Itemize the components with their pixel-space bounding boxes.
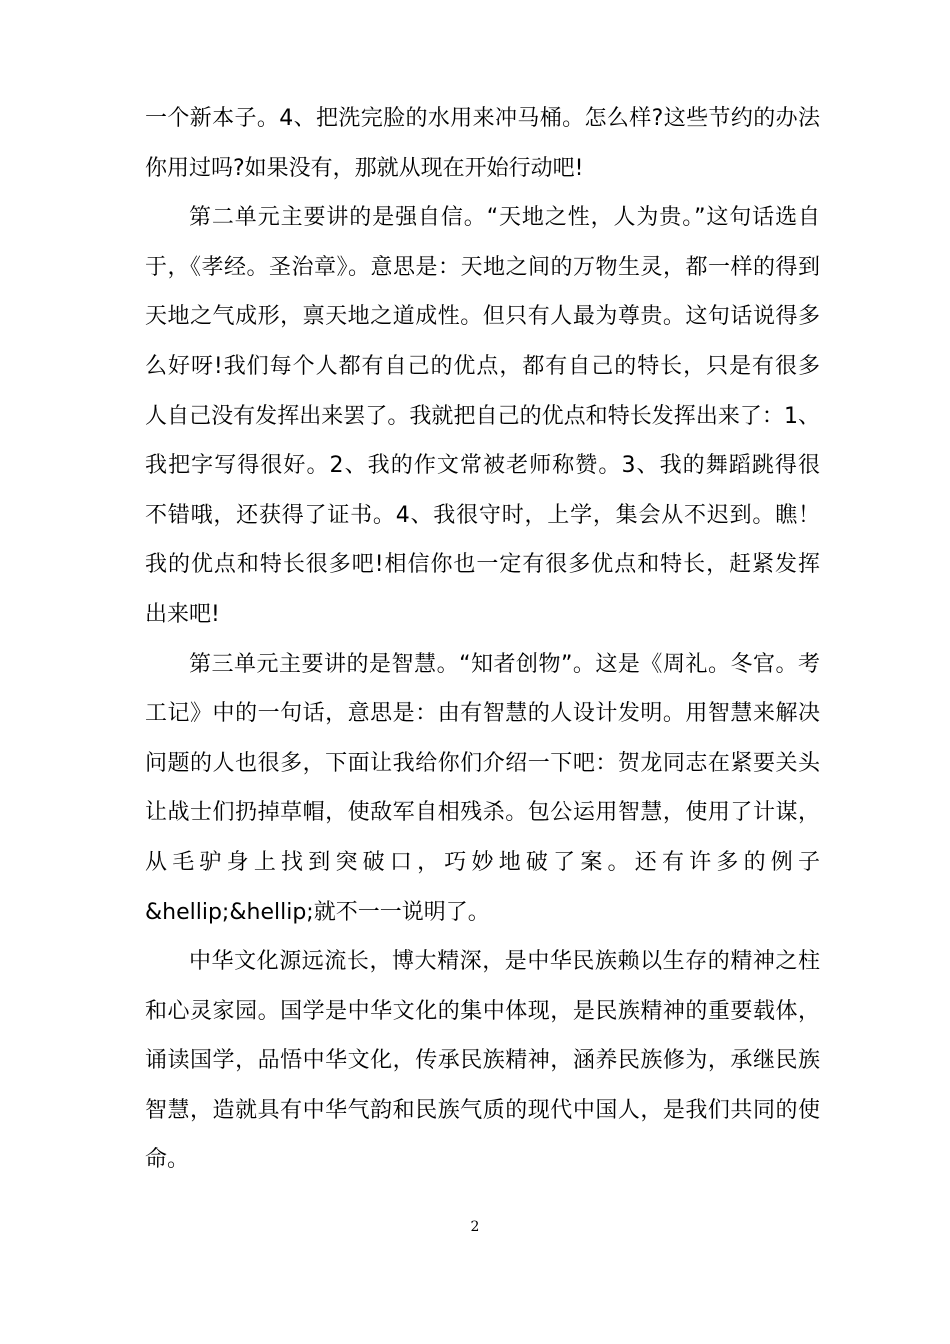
text-line: 智慧，造就具有中华气韵和民族气质的现代中国人，是我们共同的使 (145, 1097, 820, 1123)
text-line: 不错哦，还获得了证书。4、我很守时，上学，集会从不迟到。瞧！ (145, 502, 820, 528)
text-line: 工记》中的一句话，意思是：由有智慧的人设计发明。用智慧来解决 (145, 701, 820, 727)
text-line: 我的优点和特长很多吧!相信你也一定有很多优点和特长，赶紧发挥 (145, 552, 820, 578)
text-line: 出来吧! (145, 601, 220, 627)
text-line: 你用过吗?如果没有，那就从现在开始行动吧! (145, 155, 584, 181)
text-line: 么好呀!我们每个人都有自己的优点，都有自己的特长，只是有很多 (145, 353, 820, 379)
text-line: 诵读国学，品悟中华文化，传承民族精神，涵养民族修为，承继民族 (145, 1048, 820, 1074)
text-line: &hellip;&hellip;就不一一说明了。 (145, 899, 490, 925)
text-line: 问题的人也很多，下面让我给你们介绍一下吧：贺龙同志在紧要关头 (145, 750, 820, 776)
text-line: 我把字写得很好。2、我的作文常被老师称赞。3、我的舞蹈跳得很 (145, 453, 820, 479)
text-line: 于，《孝经。圣治章》。意思是：天地之间的万物生灵，都一样的得到 (145, 254, 820, 280)
page-number: 2 (470, 1219, 480, 1235)
paragraph-first-line: 第三单元主要讲的是智慧。“知者创物”。这是《周礼。冬官。考 (189, 651, 820, 677)
text-line: 天地之气成形，禀天地之道成性。但只有人最为尊贵。这句话说得多 (145, 304, 820, 330)
text-line: 从毛驴身上找到突破口，巧妙地破了案。还有许多的例子 (145, 849, 820, 875)
paragraph-first-line: 中华文化源远流长，博大精深，是中华民族赖以生存的精神之柱 (189, 949, 820, 975)
body-text (145, 94, 820, 1185)
text-line: 一个新本子。4、把洗完脸的水用来冲马桶。怎么样?这些节约的办法 (145, 106, 820, 131)
text-line: 人自己没有发挥出来罢了。我就把自己的优点和特长发挥出来了：1、 (145, 403, 820, 429)
text-line: 和心灵家园。国学是中华文化的集中体现，是民族精神的重要载体， (145, 998, 820, 1024)
paragraph-first-line: 第二单元主要讲的是强自信。“天地之性，人为贵。”这句话选自 (189, 205, 820, 231)
text-line: 命。 (145, 1147, 190, 1173)
text-line: 让战士们扔掉草帽，使敌军自相残杀。包公运用智慧，使用了计谋， (145, 800, 820, 826)
